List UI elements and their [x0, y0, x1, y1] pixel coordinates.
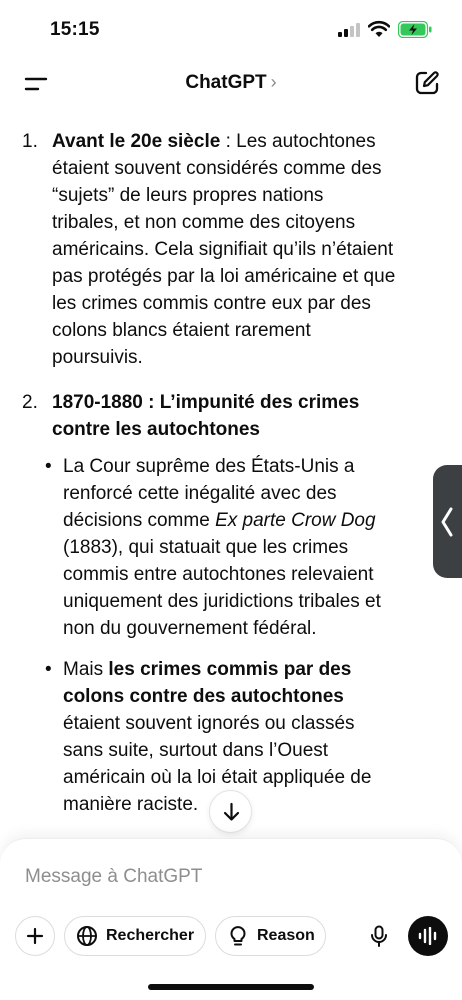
item-heading: 1870-1880 : L’impunité des crimes: [52, 392, 360, 413]
reason-button[interactable]: [215, 916, 326, 956]
status-bar: [0, 0, 462, 60]
bullet-item: • Mais les crimes commis par des colons contre des autochtones étaient souvent ignorés ou classés sans suite, surtout dans l’Ouest américain où la loi était appliquée de manière raciste.: [22, 656, 422, 818]
bullet-item: • La Cour suprême des États-Unis a renforcé cette inégalité avec des décisions comme Ex parte Crow Dog (1883), qui statuait que les crimes commis entre autochtones relevaient uniquement des juridictions tribales et non du gouvernement fédéral.: [22, 453, 422, 642]
item-heading: contre les autochtones: [52, 419, 260, 440]
scroll-down-button[interactable]: [209, 790, 252, 833]
case-name: Ex parte Crow Dog: [215, 510, 376, 531]
voice-wave-icon: [418, 927, 438, 945]
cellular-signal-icon: [338, 23, 362, 37]
attach-button[interactable]: [15, 916, 55, 956]
search-button-label: Rechercher: [106, 927, 195, 944]
list-item: [22, 389, 422, 443]
status-time: 15:15: [50, 19, 100, 40]
wifi-icon: [368, 20, 390, 38]
list-item: 1. Avant le 20e siècle : Les autochtones étaient souvent considérés comme des “sujets” de leurs propres nations tribales, et non comme des citoyens américains. Cela signifiait qu’ils n’étaient pas protégés par la loi américaine et que les crimes commis contre eux par des colons blancs étaient rarement poursuivis.: [22, 128, 422, 371]
chat-message: [0, 108, 462, 838]
numbered-list: [22, 128, 422, 443]
bullet-dot: •: [45, 659, 52, 680]
model-selector[interactable]: [0, 72, 462, 94]
reason-button-label: Reason: [257, 927, 315, 944]
new-chat-icon[interactable]: [414, 70, 440, 96]
side-panel-handle[interactable]: [433, 465, 462, 578]
chevron-left-icon: [440, 507, 454, 537]
bullet-list: [22, 453, 422, 818]
home-indicator: [148, 984, 314, 990]
globe-icon: [76, 925, 98, 947]
list-number: 2.: [22, 392, 38, 413]
chevron-right-icon: ›: [270, 72, 277, 92]
battery-charging-icon: [398, 21, 432, 38]
list-number: 1.: [22, 131, 38, 152]
message-composer: [0, 838, 462, 1000]
microphone-icon: [369, 925, 389, 947]
search-button[interactable]: [64, 916, 206, 956]
dictate-button[interactable]: [359, 916, 399, 956]
bullet-dot: •: [45, 456, 52, 477]
page-title: ChatGPT: [185, 72, 267, 93]
voice-mode-button[interactable]: [408, 916, 448, 956]
item-heading: Avant le 20e siècle: [52, 131, 221, 152]
arrow-down-icon: [222, 802, 241, 822]
app-header: [0, 60, 462, 108]
plus-icon: [25, 926, 45, 946]
lightbulb-icon: [227, 925, 249, 947]
message-input[interactable]: [25, 865, 425, 889]
